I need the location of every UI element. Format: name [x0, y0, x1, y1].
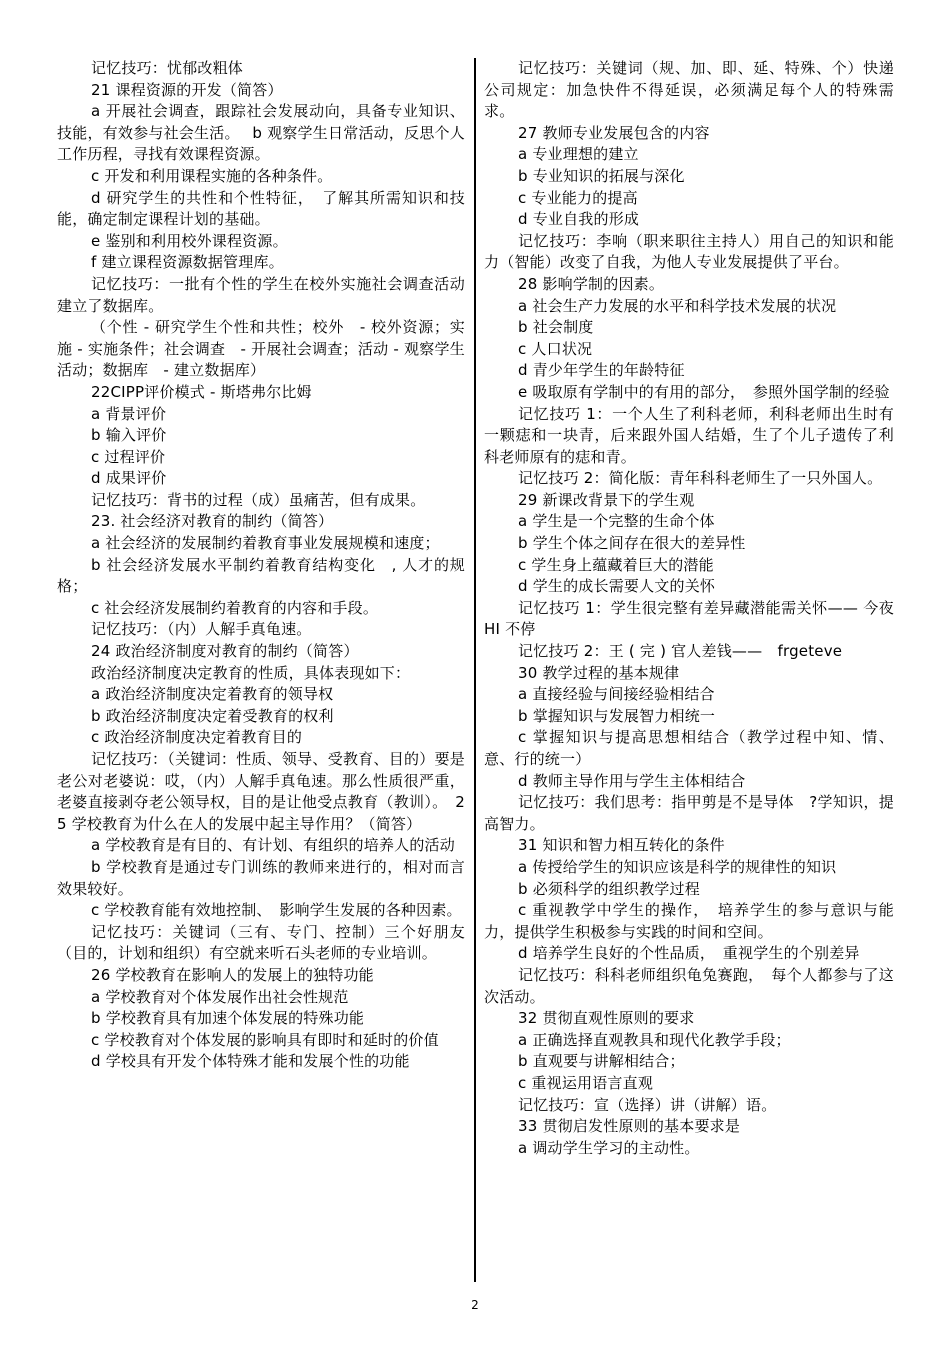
paragraph: 23. 社会经济对教育的制约（简答）	[91, 512, 334, 531]
paragraph: （个性 - 研究学生个性和共性；校外 - 校外资源；实施 - 实施条件；社会调查 - 开展社会调查；活动 - 观察学生活动；数据库 - 建立数据库）	[57, 318, 465, 380]
paragraph: b 学生个体之间存在很大的差异性	[518, 534, 746, 553]
paragraph: b 社会制度	[518, 318, 594, 337]
paragraph: a 学生是一个完整的生命个体	[518, 512, 715, 531]
paragraph: c 学校教育能有效地控制、 影响学生发展的各种因素。	[91, 901, 462, 920]
paragraph: c 人口状况	[518, 339, 593, 358]
paragraph: 记忆技巧：关键词（规、加、即、延、特殊、个）快递公司规定：加急快件不得延误，必须满足每个人的特殊需求。	[484, 59, 894, 121]
paragraph: 记忆技巧：背书的过程（成）虽痛苦，但有成果。	[91, 490, 426, 509]
paragraph: b 直观要与讲解相结合；	[518, 1052, 685, 1071]
paragraph: 31 知识和智力相互转化的条件	[518, 836, 725, 855]
paragraph: a 政治经济制度决定着教育的领导权	[91, 685, 334, 704]
paragraph: e 鉴别和利用校外课程资源。	[91, 231, 288, 250]
paragraph: c 掌握知识与提高思想相结合（教学过程中知、情、意、行的统一）	[484, 728, 894, 768]
paragraph: d 青少年学生的年龄特征	[518, 361, 685, 380]
paragraph: b 输入评价	[91, 426, 167, 445]
paragraph: 26 学校教育在影响人的发展上的独特功能	[91, 965, 374, 984]
page-number: 2	[471, 1298, 479, 1312]
paragraph: b 掌握知识与发展智力相统一	[518, 706, 716, 725]
paragraph: a 背景评价	[91, 404, 167, 423]
paragraph: b 学校教育是通过专门训练的教师来进行的，相对而言效果较好。	[57, 857, 465, 898]
paragraph: a 学校教育是有目的、有计划、有组织的培养人的活动	[91, 836, 455, 855]
paragraph: d 教师主导作用与学生主体相结合	[518, 771, 746, 790]
paragraph: 记忆技巧 2：简化版：青年科科老师生了一只外国人。	[518, 469, 883, 488]
paragraph: a 正确选择直观教具和现代化教学手段；	[518, 1030, 791, 1049]
paragraph: 政治经济制度决定教育的性质，具体表现如下：	[91, 663, 411, 682]
paragraph: 33 贯彻启发性原则的基本要求是	[518, 1117, 741, 1136]
paragraph: 记忆技巧：一批有个性的学生在校外实施社会调查活动建立了数据库。	[57, 274, 465, 315]
paragraph: c 社会经济发展制约着教育的内容和手段。	[91, 598, 379, 617]
paragraph: b 社会经济发展水平制约着教育结构变化 , 人才的规格；	[57, 555, 465, 596]
paragraph: c 政治经济制度决定着教育目的	[91, 728, 303, 747]
paragraph: 记忆技巧：李响（职来职往主持人）用自己的知识和能力（智能）改变了自我，为他人专业发展提供了平台。	[484, 231, 894, 272]
paragraph: a 专业理想的建立	[518, 145, 639, 164]
paragraph: 记忆技巧：关键词（三有、专门、控制）三个好朋友（目的，计划和组织）有空就来听石头老师的专业培训。	[57, 922, 465, 963]
paragraph: 记忆技巧 2：王 ( 完 ) 官人差钱—— frgeteve	[518, 642, 843, 661]
paragraph: c 专业能力的提高	[518, 188, 638, 207]
paragraph: f 建立课程资源数据管理库。	[91, 253, 284, 272]
paragraph: a 直接经验与间接经验相结合	[518, 685, 715, 704]
right-column	[484, 58, 894, 1159]
paragraph: a 社会经济的发展制约着教育事业发展规模和速度；	[91, 534, 440, 553]
paragraph: c 开发和利用课程实施的各种条件。	[91, 166, 333, 185]
paragraph: d 学校具有开发个体特殊才能和发展个性的功能	[91, 1052, 410, 1071]
paragraph: a 调动学生学习的主动性。	[518, 1138, 700, 1157]
paragraph: a 传授给学生的知识应该是科学的规律性的知识	[518, 857, 837, 876]
paragraph: 21 课程资源的开发（简答）	[91, 80, 283, 99]
paragraph: b 学校教育具有加速个体发展的特殊功能	[91, 1009, 365, 1028]
paragraph: b 专业知识的拓展与深化	[518, 166, 685, 185]
paragraph: c 重视运用语言直观	[518, 1073, 654, 1092]
left-column	[57, 58, 465, 1073]
paragraph: b 必须科学的组织教学过程	[518, 879, 700, 898]
paragraph: d 培养学生良好的个性品质， 重视学生的个别差异	[518, 944, 860, 963]
paragraph: c 重视教学中学生的操作， 培养学生的参与意识与能力，提供学生积极参与实践的时间和空间。	[484, 901, 894, 941]
paragraph: 记忆技巧 1：一个人生了利科老师，利科老师出生时有一颗痣和一块青，后来跟外国人结婚，生了个儿子遗传了利科老师原有的痣和青。	[484, 404, 894, 466]
paragraph: 28 影响学制的因素。	[518, 274, 665, 293]
paragraph: 记忆技巧 1：学生很完整有差异藏潜能需关怀—— 今夜 HI 不停	[484, 598, 894, 639]
paragraph: c 学生身上蕴藏着巨大的潜能	[518, 555, 714, 574]
paragraph: 32 贯彻直观性原则的要求	[518, 1009, 695, 1028]
paragraph: d 学生的成长需要人文的关怀	[518, 577, 716, 596]
paragraph: 记忆技巧：忧郁改粗体	[91, 59, 244, 77]
paragraph: b 政治经济制度决定着受教育的权利	[91, 706, 334, 725]
paragraph: 记忆技巧：（内）人解手真龟速。	[91, 620, 312, 639]
paragraph: 记忆技巧：宣（选择）讲（讲解）语。	[518, 1095, 777, 1114]
column-divider	[474, 58, 476, 1282]
paragraph: 记忆技巧：（关键词：性质、领导、受教育、目的）要是老公对老婆说：哎，（内）人解手真龟速。那么性质很严重，老婆直接剥夺老公领导权，目的是让他受点教育（教训）。 25 学校教育为什么在人的发展中起主导作用？（简答）	[57, 750, 465, 833]
paragraph: a 学校教育对个体发展作出社会性规范	[91, 987, 349, 1006]
paragraph: 29 新课改背景下的学生观	[518, 490, 695, 509]
paragraph: a 社会生产力发展的水平和科学技术发展的状况	[518, 296, 837, 315]
paragraph: c 学校教育对个体发展的影响具有即时和延时的价值	[91, 1030, 439, 1049]
paragraph: a 开展社会调查，跟踪社会发展动向，具备专业知识、技能，有效参与社会生活。 b 观察学生日常活动，反思个人工作历程，寻找有效课程资源。	[57, 102, 465, 164]
paragraph: d 研究学生的共性和个性特征， 了解其所需知识和技能，确定制定课程计划的基础。	[57, 188, 465, 229]
paragraph: 30 教学过程的基本规律	[518, 663, 680, 682]
paragraph: c 过程评价	[91, 447, 166, 466]
paragraph: 记忆技巧：科科老师组织龟兔赛跑， 每个人都参与了这次活动。	[484, 965, 894, 1006]
paragraph: 22CIPP评价模式 - 斯塔弗尔比姆	[91, 382, 312, 401]
paragraph: e 吸取原有学制中的有用的部分， 参照外国学制的经验	[518, 382, 890, 401]
paragraph: d 成果评价	[91, 469, 167, 488]
paragraph: 27 教师专业发展包含的内容	[518, 123, 710, 142]
paragraph: d 专业自我的形成	[518, 210, 640, 229]
paragraph: 24 政治经济制度对教育的制约（简答）	[91, 642, 359, 661]
paragraph: 记忆技巧：我们思考：指甲剪是不是导体 ?学知识，提高智力。	[484, 793, 894, 833]
